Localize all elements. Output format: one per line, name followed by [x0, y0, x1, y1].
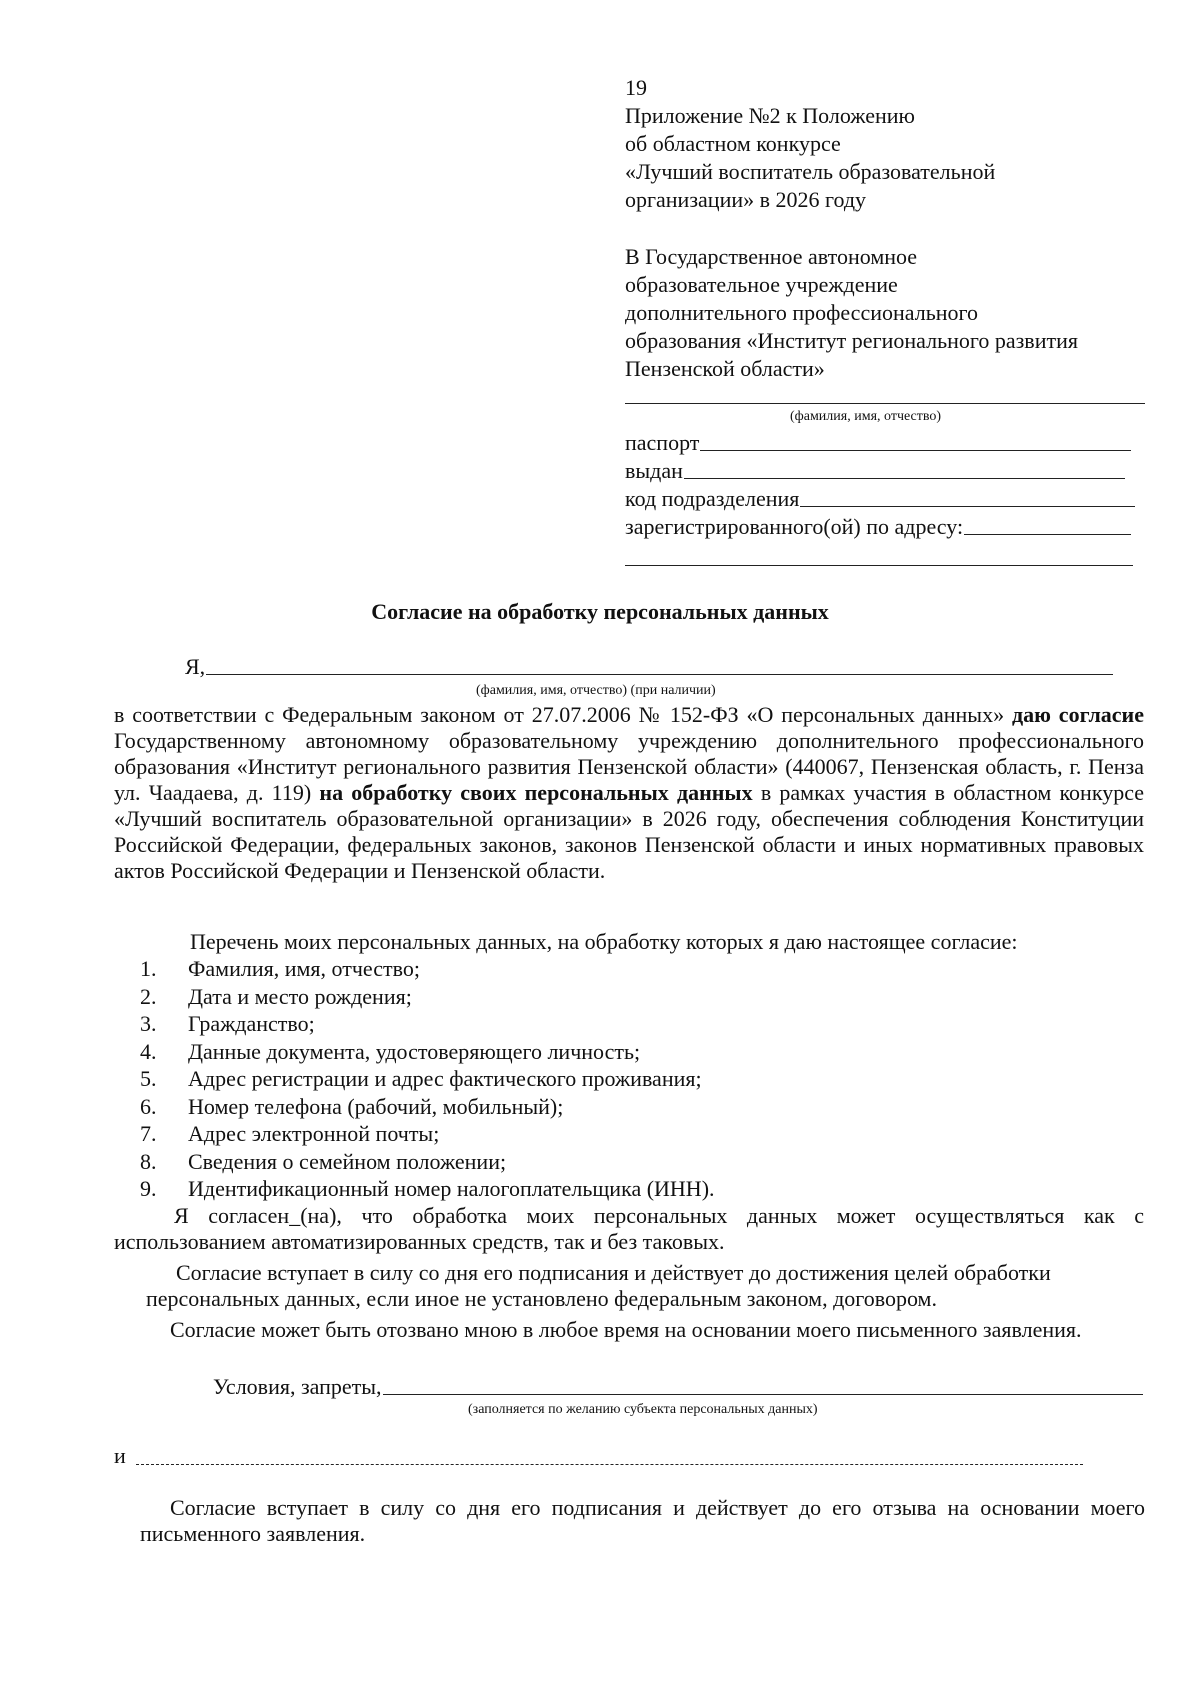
list-item: 3. Гражданство;	[140, 1011, 315, 1036]
consent-bold-2: на обработку своих персональных данных	[319, 780, 753, 805]
ya-fio-blank[interactable]	[206, 674, 1113, 675]
list-item: 4. Данные документа, удостоверяющего личность;	[140, 1038, 641, 1064]
addressee-line-5: Пензенской области»	[625, 356, 825, 381]
registered-blank[interactable]	[964, 534, 1131, 535]
list-item: 1. Фамилия, имя, отчество;	[140, 956, 420, 981]
list-intro: Перечень моих персональных данных, на обработку которых я даю настоящее согласие:	[190, 929, 1018, 954]
conditions-field[interactable]	[213, 1374, 1143, 1400]
passport-blank[interactable]	[700, 450, 1131, 451]
division-code-label: код подразделения	[625, 486, 800, 511]
agree-paragraph: Я согласен_(на), что обработка моих персональных данных может осуществляться как с использованием автоматизированных средств, так и без таковых.	[114, 1203, 1144, 1254]
and-label: и	[114, 1443, 126, 1468]
addressee-line-3: дополнительного профессионального	[625, 300, 978, 325]
list-item: 6. Номер телефона (рабочий, мобильный);	[140, 1093, 564, 1119]
fio-caption: (фамилия, имя, отчество)	[790, 409, 942, 424]
appendix-line-2: об областном конкурсе	[625, 131, 841, 156]
list-item: 5. Адрес регистрации и адрес фактического проживания;	[140, 1066, 702, 1091]
ya-fio-caption: (фамилия, имя, отчество) (при наличии)	[476, 683, 716, 698]
list-item: 9. Идентификационный номер налогоплательщика (ИНН).	[140, 1176, 715, 1201]
addressee-line-4: образования «Институт регионального развития	[625, 328, 1078, 353]
and-dashed-blank[interactable]	[136, 1464, 1083, 1465]
appendix-line-1: Приложение №2 к Положению	[625, 103, 915, 128]
list-item: 2. Дата и место рождения;	[140, 983, 412, 1009]
validity-paragraph: Согласие вступает в силу со дня его подписания и действует до достижения целей обработки персональных данных, если иное не установлено федеральным законом, договором.	[146, 1260, 1051, 1311]
passport-field[interactable]	[625, 430, 1131, 456]
registered-label: зарегистрированного(ой) по адресу:	[625, 514, 964, 539]
ya-label: Я,	[185, 654, 206, 679]
revoke-paragraph: Согласие может быть отозвано мною в любое время на основании моего письменного заявления.	[170, 1317, 1082, 1342]
address-second-line[interactable]	[625, 565, 1133, 566]
passport-label: паспорт	[625, 430, 700, 455]
ya-fio-field[interactable]	[185, 654, 1113, 680]
conditions-blank[interactable]	[383, 1394, 1143, 1395]
document-title: Согласие на обработку персональных данных	[371, 599, 829, 624]
consent-text-1: в соответствии с Федеральным законом от 27.07.2006 № 152-ФЗ «О персональных данных»	[114, 702, 1012, 727]
addressee-line-2: образовательное учреждение	[625, 272, 898, 297]
issued-label: выдан	[625, 458, 683, 483]
fio-blank-line[interactable]	[625, 403, 1145, 404]
page-number: 19	[625, 75, 647, 100]
addressee-line-1: В Государственное автономное	[625, 244, 918, 269]
registered-address-field[interactable]	[625, 514, 1131, 540]
consent-text-2: Государственному автономному образовательному учреждению дополнительного профессионального образования «Институт регионального развития Пензенской области» (440067, Пензенская область, г. Пенза ул. Чаадаева, д. 119)	[114, 728, 1144, 805]
conditions-caption: (заполняется по желанию субъекта персональных данных)	[468, 1402, 818, 1417]
final-paragraph: Согласие вступает в силу со дня его подписания и действует до его отзыва на основании моего письменного заявления.	[140, 1495, 1145, 1546]
issued-blank[interactable]	[684, 478, 1125, 479]
issued-field[interactable]	[625, 458, 1125, 484]
appendix-line-4: организации» в 2026 году	[625, 187, 867, 212]
list-item: 8. Сведения о семейном положении;	[140, 1148, 507, 1174]
consent-bold-1: даю согласие	[1011, 702, 1144, 727]
consent-paragraph	[114, 702, 1144, 884]
division-code-blank[interactable]	[800, 506, 1135, 507]
conditions-label: Условия, запреты,	[213, 1374, 382, 1399]
personal-data-list	[140, 955, 715, 1203]
consent-text-3: в рамках участия в областном конкурсе «Лучший воспитатель образовательной организации» в 2026 году, обеспечения соблюдения Конституции Российской Федерации, федеральных законов, законов Пензенской области и иных нормативных правовых актов Российской Федерации и Пензенской области.	[114, 780, 1145, 883]
appendix-line-3: «Лучший воспитатель образовательной	[625, 159, 996, 184]
list-item: 7. Адрес электронной почты;	[140, 1121, 440, 1146]
division-code-field[interactable]	[625, 486, 1135, 512]
